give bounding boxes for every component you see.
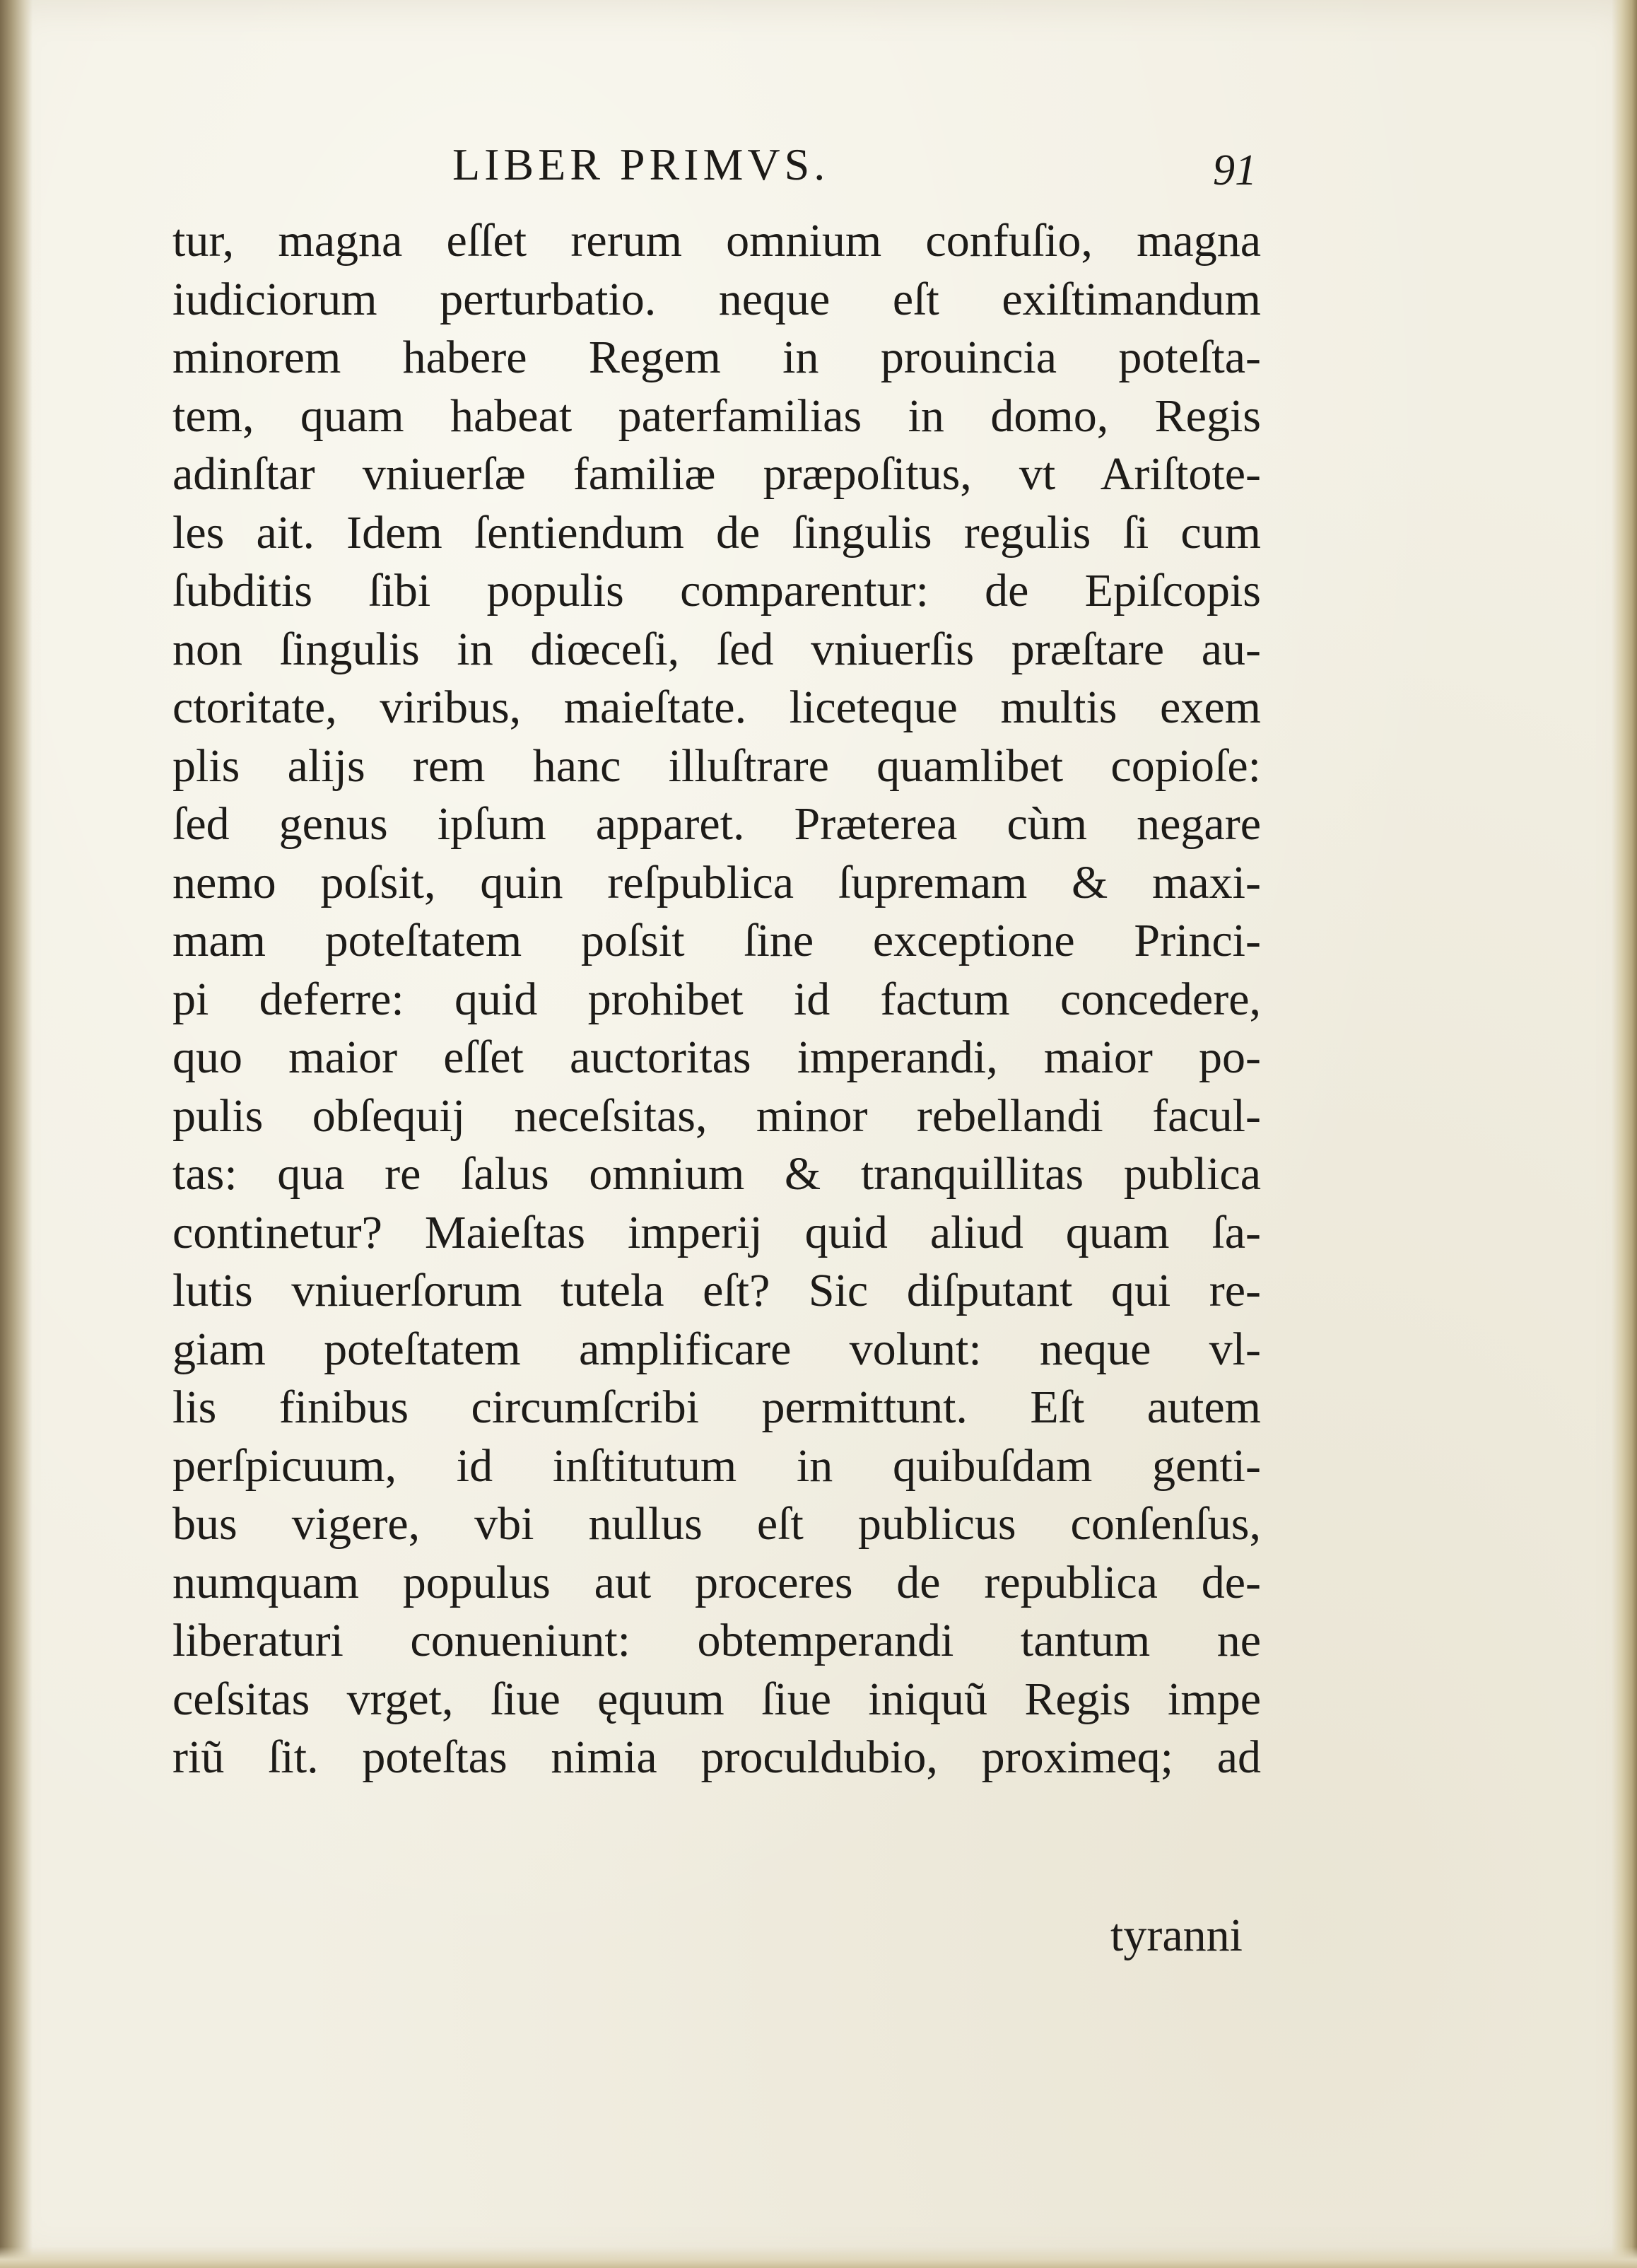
text-line: mam poteſtatem poſsit ſine exceptione Princi- <box>172 915 1261 966</box>
text-line: les ait. Idem ſentiendum de ſingulis regulis ſi cum <box>172 506 1261 559</box>
text-line: perſpicuum, id inſtitutum in quibuſdam genti- <box>172 1439 1261 1492</box>
text-line: non ſingulis in diœceſi, ſed vniuerſis præſtare au- <box>172 623 1261 675</box>
text-line: tur, magna eſſet rerum omnium confuſio, magna <box>172 215 1261 267</box>
text-line: pi deferre: quid prohibet id factum concedere, <box>172 973 1261 1025</box>
catchword: tyranni <box>1110 1910 1243 1961</box>
page-bottom-edge <box>0 2247 1637 2268</box>
text-line: ctoritate, viribus, maieſtate. liceteque multis exem <box>172 682 1261 733</box>
text-line: quo maior eſſet auctoritas imperandi, maior po- <box>172 1031 1261 1083</box>
book-spine-shadow <box>0 0 33 2268</box>
text-line: lis finibus circumſcribi permittunt. Eſt autem <box>172 1381 1261 1433</box>
text-line: tem, quam habeat paterfamilias in domo, Regis <box>172 390 1261 442</box>
text-line: ſed genus ipſum apparet. Præterea cùm negare <box>172 798 1261 850</box>
text-line: bus vigere, vbi nullus eſt publicus conſenſus, <box>172 1498 1261 1550</box>
text-line: iudiciorum perturbatio. neque eſt exiſtimandum <box>172 273 1261 325</box>
running-head: LIBER PRIMVS. <box>452 139 830 189</box>
text-line: tas: qua re ſalus omnium & tranquillitas publica <box>172 1148 1261 1200</box>
text-line: numquam populus aut proceres de republica de- <box>172 1556 1261 1608</box>
text-line: nemo poſsit, quin reſpublica ſupremam & maxi- <box>172 856 1261 908</box>
text-line: riũ ſit. poteſtas nimia proculdubio, proximeq; ad <box>172 1731 1261 1783</box>
text-line: liberaturi conueniunt: obtemperandi tantum ne <box>172 1615 1261 1666</box>
text-line: giam poteſtatem amplificare volunt: neque vl- <box>172 1323 1261 1375</box>
text-line: ceſsitas vrget, ſiue ęquum ſiue iniquũ Regis impe <box>172 1673 1261 1725</box>
text-line: adinſtar vniuerſæ familiæ præpoſitus, vt Ariſtote- <box>172 448 1261 500</box>
text-line: continetur? Maieſtas imperij quid aliud quam ſa- <box>172 1206 1261 1258</box>
text-line: lutis vniuerſorum tutela eſt? Sic diſputant qui re- <box>172 1265 1261 1316</box>
page-fore-edge <box>1612 0 1637 2268</box>
text-line: plis alijs rem hanc illuſtrare quamlibet copioſe: <box>172 740 1261 792</box>
text-line: minorem habere Regem in prouincia poteſta- <box>172 332 1261 383</box>
body-text <box>172 212 1261 1787</box>
page-number: 91 <box>1213 146 1257 194</box>
text-line: pulis obſequij neceſsitas, minor rebellandi facul- <box>172 1089 1261 1142</box>
text-line: ſubditis ſibi populis comparentur: de Epiſcopis <box>172 565 1261 616</box>
